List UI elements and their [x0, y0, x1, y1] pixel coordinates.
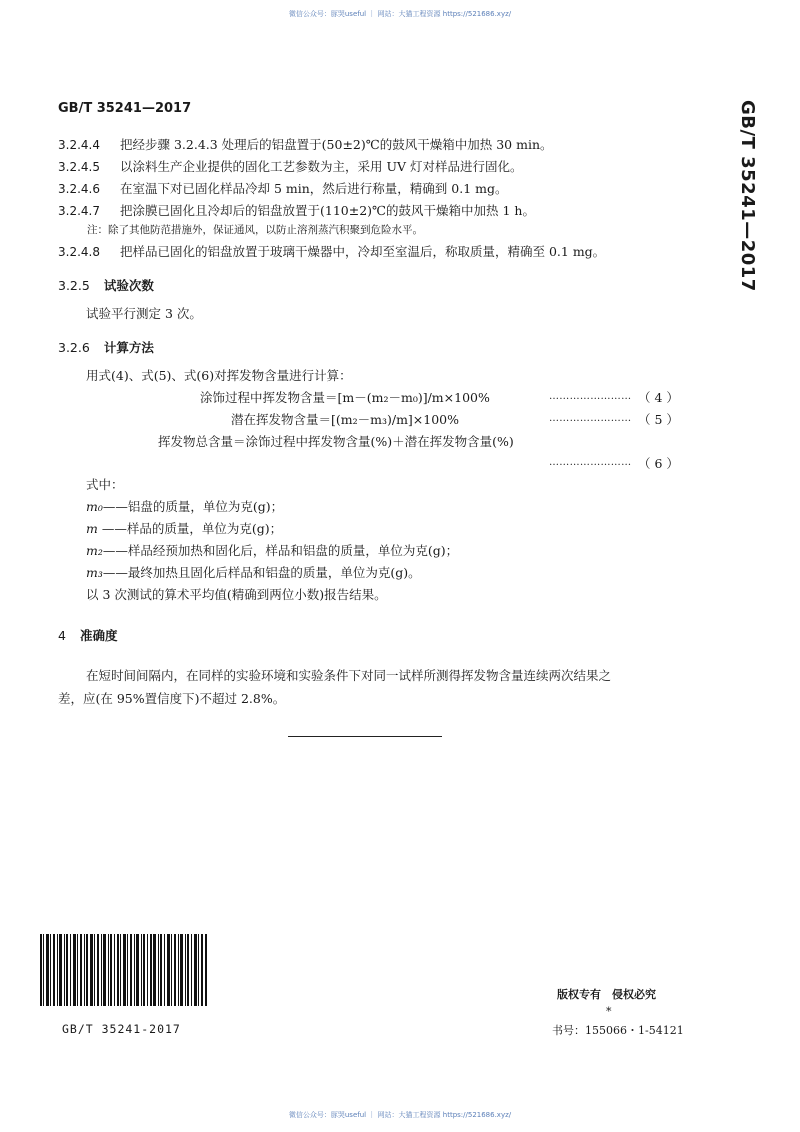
symbol-description: ——最终加热且固化后样品和铝盘的质量，单位为克(g)。 — [102, 565, 421, 580]
section-title: 计算方法 — [103, 340, 154, 355]
step-3-2-4-6 — [58, 179, 507, 197]
step-text: 在室温下对已固化样品冷却 5 min，然后进行称量，精确到 0.1 mg。 — [120, 181, 508, 196]
section-4-heading — [58, 626, 117, 644]
section-title: 准确度 — [79, 628, 118, 643]
equation-6: 挥发物总含量＝涂饰过程中挥发物含量(%)＋潜在挥发物含量(%) — [158, 434, 514, 449]
symbol: m — [86, 521, 98, 536]
symbol-description: ——铝盘的质量，单位为克(g)； — [102, 499, 284, 514]
equation-4-number: （ 4 ） — [638, 390, 679, 405]
barcode-image — [40, 934, 208, 1022]
equation-6-leader: …………………… — [549, 457, 632, 468]
equation-5: 潜在挥发物含量＝[(m₂－m₃)/m]×100% — [231, 412, 460, 427]
step-3-2-4-8 — [58, 242, 605, 260]
where-item-m — [86, 519, 282, 537]
section-3-2-6-heading — [58, 338, 154, 356]
equation-4: 涂饰过程中挥发物含量＝[m－(m₂－m₀)]/m×100% — [200, 390, 490, 405]
symbol: m₂ — [86, 543, 103, 558]
section-4-body-line1: 在短时间间隔内，在同样的实验环境和实验条件下对同一试样所测得挥发物含量连续两次结果之 — [86, 668, 612, 683]
step-number: 3.2.4.5 — [58, 160, 100, 174]
result-statement: 以 3 次测试的算术平均值(精确到两位小数)报告结果。 — [86, 587, 387, 602]
section-title: 试验次数 — [103, 278, 154, 293]
equation-5-number: （ 5 ） — [638, 412, 679, 427]
equation-4-leader: …………………… — [549, 391, 632, 402]
step-text: 把经步骤 3.2.4.3 处理后的铝盘置于(50±2)℃的鼓风干燥箱中加热 30 min。 — [120, 137, 553, 152]
step-text: 把样品已固化的铝盘放置于玻璃干燥器中，冷却至室温后，称取质量，精确至 0.1 mg。 — [120, 244, 606, 259]
step-text: 把涂膜已固化且冷却后的铝盘放置于(110±2)℃的鼓风干燥箱中加热 1 h。 — [120, 203, 535, 218]
step-number: 3.2.4.6 — [58, 182, 100, 196]
star-mark: * — [606, 1005, 612, 1018]
section-number: 3.2.6 — [58, 340, 90, 355]
step-number: 3.2.4.7 — [58, 204, 100, 218]
barcode-caption: GB/T 35241-2017 — [62, 1022, 181, 1036]
step-3-2-4-5 — [58, 157, 523, 175]
side-standard-code: GB/T 35241—2017 — [737, 100, 758, 292]
end-rule — [288, 736, 442, 737]
step-3-2-4-4 — [58, 135, 553, 153]
copyright-notice: 版权专有 侵权必究 — [557, 988, 656, 1001]
step-number: 3.2.4.8 — [58, 245, 100, 259]
equation-5-leader: …………………… — [549, 413, 632, 424]
symbol-description: ——样品的质量，单位为克(g)； — [97, 521, 283, 536]
barcode-bars — [40, 934, 207, 1006]
where-item-m0 — [86, 497, 283, 515]
section-3-2-6-intro: 用式(4)、式(5)、式(6)对挥发物含量进行计算： — [86, 368, 352, 383]
watermark-top: 微信公众号：豚哭useful ｜ 网站：大猫工程资源 https://521686.xyz/ — [288, 10, 512, 18]
symbol: m₀ — [86, 499, 103, 514]
symbol-description: ——样品经预加热和固化后，样品和铝盘的质量，单位为克(g)； — [102, 543, 459, 558]
safety-note: 注：除了其他防范措施外，保证通风，以防止溶剂蒸汽积聚到危险水平。 — [87, 224, 423, 236]
book-number: 书号：155066・1-54121 — [552, 1024, 684, 1037]
section-3-2-5-body: 试验平行测定 3 次。 — [86, 306, 202, 321]
equation-6-number: （ 6 ） — [638, 456, 679, 471]
step-3-2-4-7 — [58, 201, 535, 219]
step-text: 以涂料生产企业提供的固化工艺参数为主，采用 UV 灯对样品进行固化。 — [120, 159, 523, 174]
watermark-bottom: 微信公众号：豚哭useful ｜ 网站：大猫工程资源 https://521686.xyz/ — [288, 1111, 512, 1119]
where-item-m2 — [86, 541, 458, 559]
section-3-2-5-heading — [58, 276, 154, 294]
section-4-body-line2: 差，应(在 95%置信度下)不超过 2.8%。 — [58, 691, 286, 706]
where-label: 式中： — [86, 477, 124, 492]
symbol: m₃ — [86, 565, 103, 580]
where-item-m3 — [86, 563, 421, 581]
section-number: 4 — [58, 628, 66, 643]
header-standard-code: GB/T 35241—2017 — [58, 101, 192, 116]
step-number: 3.2.4.4 — [58, 138, 100, 152]
section-number: 3.2.5 — [58, 278, 90, 293]
